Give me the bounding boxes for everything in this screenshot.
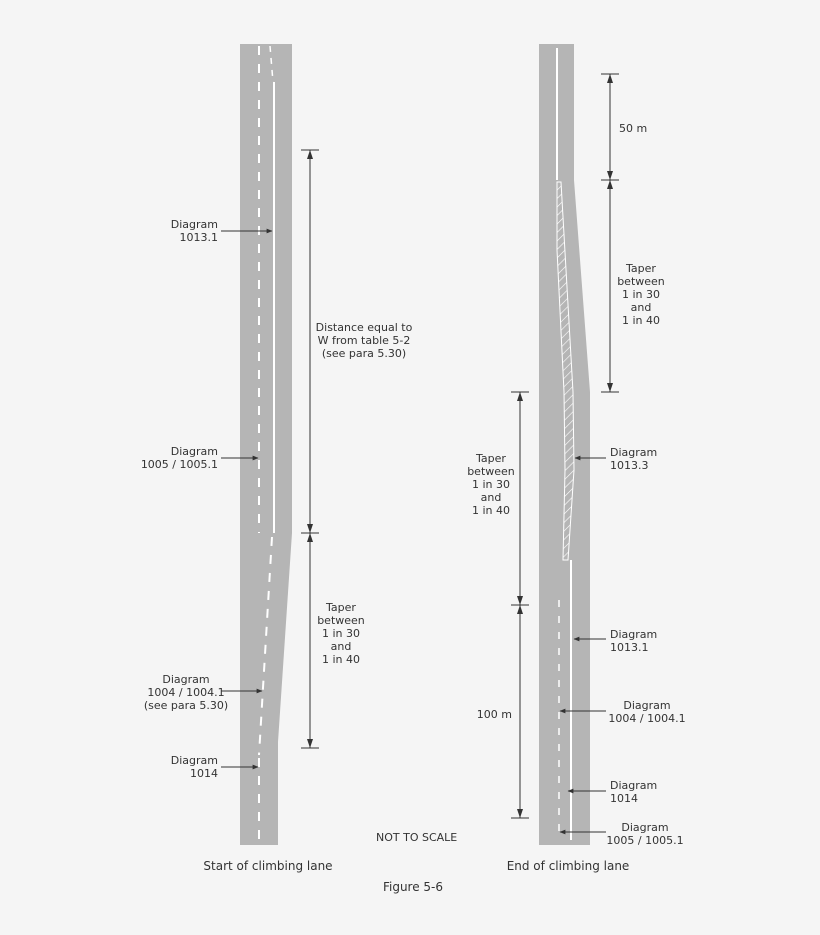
left-label-taper: Taper between 1 in 30 and 1 in 40	[317, 601, 365, 666]
left-road	[240, 44, 292, 845]
right-label-50m: 50 m	[619, 122, 648, 135]
left-label-diagram-1013-1: Diagram 1013.1	[170, 218, 218, 244]
right-label-taper-upper: Taper between 1 in 30 and 1 in 40	[617, 262, 665, 327]
figure-label: Figure 5-6	[382, 880, 444, 894]
left-label-diagram-1005: Diagram 1005 / 1005.1	[140, 445, 218, 471]
right-caption: End of climbing lane	[506, 859, 630, 873]
right-label-diagram-1004: Diagram 1004 / 1004.1	[608, 699, 686, 725]
right-label-diagram-1005: Diagram 1005 / 1005.1	[606, 821, 684, 847]
right-road	[539, 44, 590, 845]
right-label-taper-lower: Taper between 1 in 30 and 1 in 40	[467, 452, 515, 517]
left-label-diagram-1014: Diagram 1014	[170, 754, 218, 780]
left-label-distance: Distance equal to W from table 5-2 (see para 5.30)	[315, 321, 413, 360]
left-road-surface	[240, 44, 292, 845]
right-label-100m: 100 m	[476, 708, 512, 721]
right-label-diagram-1014: Diagram 1014	[610, 779, 658, 805]
right-label-diagram-1013-3: Diagram 1013.3	[610, 446, 658, 472]
left-label-diagram-1004: Diagram 1004 / 1004.1 (see para 5.30)	[143, 673, 229, 712]
not-to-scale-note: NOT TO SCALE	[376, 831, 458, 844]
left-caption: Start of climbing lane	[203, 859, 333, 873]
right-label-diagram-1013-1: Diagram 1013.1	[610, 628, 658, 654]
